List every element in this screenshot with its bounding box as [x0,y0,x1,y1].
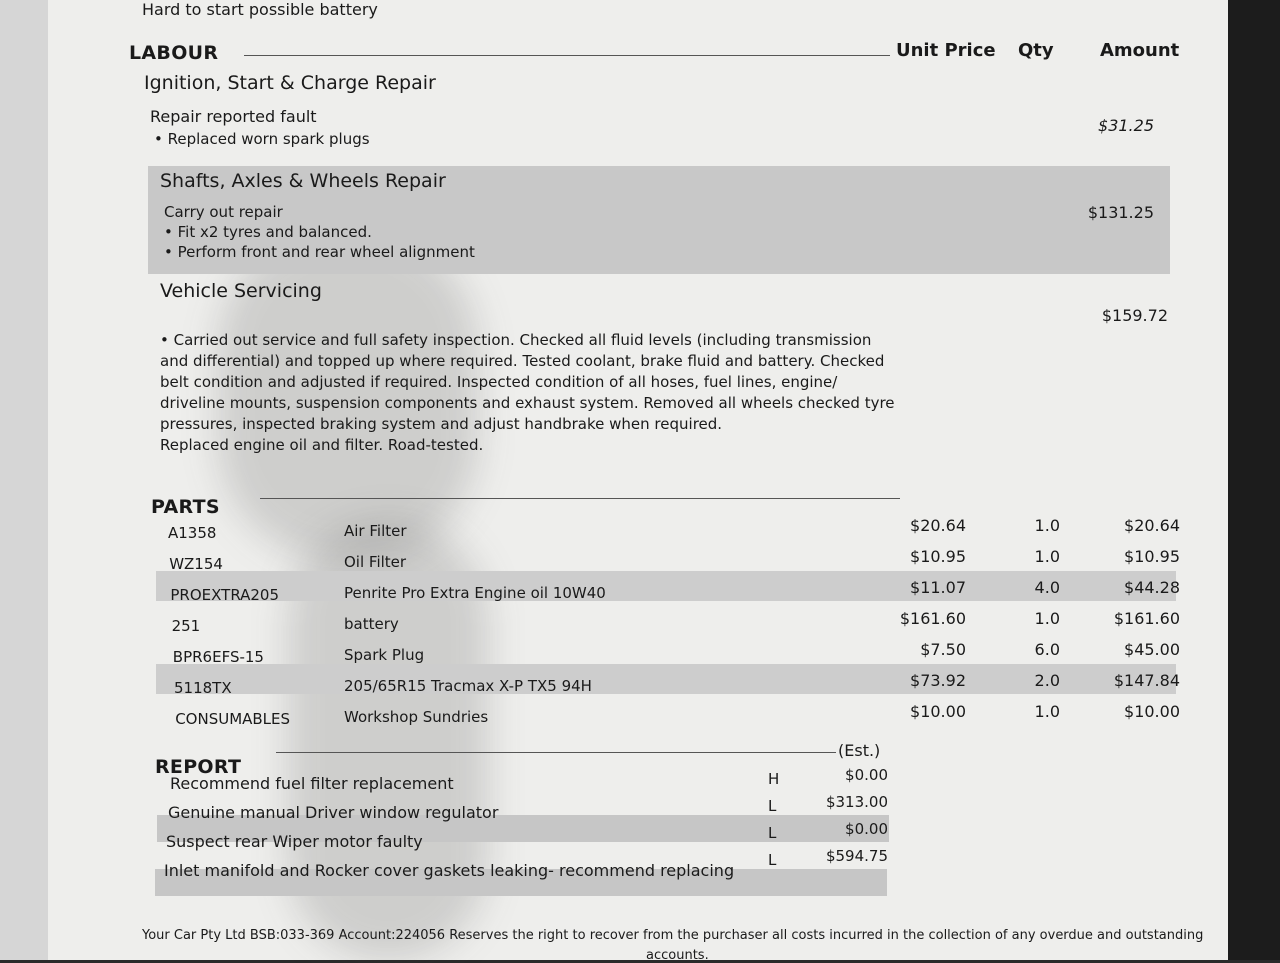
part-description: Air Filter [344,522,407,540]
report-priority: L [768,851,777,869]
report-amount: $0.00 [845,766,888,784]
part-qty: 6.0 [1034,640,1060,659]
col-unit-price: Unit Price [896,40,996,61]
part-unit-price: $20.64 [910,516,966,535]
labour-item-title: Shafts, Axles & Wheels Repair [160,170,446,192]
part-qty: 2.0 [1034,671,1060,690]
part-row-band [156,664,1176,694]
part-amount: $44.28 [1124,578,1180,597]
labour-item-amount: $159.72 [1101,306,1168,325]
part-unit-price: $10.95 [910,547,966,566]
part-qty: 1.0 [1034,547,1060,566]
part-qty: 1.0 [1034,702,1060,721]
part-description: Spark Plug [344,646,425,664]
est-label: (Est.) [838,741,881,760]
report-heading: REPORT [155,756,242,778]
part-code: 5118TX [174,679,232,697]
parts-heading: PARTS [151,496,220,518]
part-code: 251 [171,617,201,635]
part-unit-price: $11.07 [910,578,966,597]
service-description: • Carried out service and full safety inspection. Checked all fluid levels (including transmission and differential) and topped up where required. Tested coolant, brake fluid and battery. Checked belt condition and adjusted if required. Inspected condition of all hoses, fuel lines, engine/ driveline mounts, suspension components and exhaust system. Removed all wheels checked tyre pressures, inspected braking system and adjust handbrake when required. Replaced engine oil and filter. Road-tested. [160,331,895,454]
report-text: Suspect rear Wiper motor faulty [166,832,423,851]
part-code: CONSUMABLES [175,710,291,728]
labour-heading: LABOUR [129,42,219,64]
part-description: battery [344,615,399,633]
part-unit-price: $73.92 [910,671,966,690]
part-code: WZ154 [169,555,223,573]
col-qty: Qty [1018,40,1054,61]
part-code: PROEXTRA205 [170,586,280,604]
footer-line: Your Car Pty Ltd BSB:033-369 Account:224056 Reserves the right to recover from the purchaser all costs incurred in the collection of any overdue and outstanding [142,928,1204,943]
background-left [0,0,48,960]
part-amount: $161.60 [1113,609,1180,628]
report-priority: L [768,824,777,842]
part-qty: 4.0 [1034,578,1060,597]
header-note: Hard to start possible battery [142,0,378,19]
labour-item-line: • Replaced worn spark plugs [154,130,370,148]
report-text: Inlet manifold and Rocker cover gaskets leaking- recommend replacing [164,861,735,880]
background-right [1228,0,1280,960]
part-unit-price: $10.00 [910,702,966,721]
labour-item-line: • Perform front and rear wheel alignment [164,243,475,261]
footer-line: accounts. [646,948,709,963]
part-description: Workshop Sundries [344,708,489,726]
report-priority: L [768,797,777,815]
report-text: Genuine manual Driver window regulator [168,803,499,822]
part-amount: $20.64 [1124,516,1180,535]
report-amount: $313.00 [825,793,888,811]
part-code: BPR6EFS-15 [172,648,264,666]
report-amount: $594.75 [825,847,888,865]
invoice-page [48,0,1228,963]
part-amount: $10.95 [1124,547,1180,566]
part-description: Penrite Pro Extra Engine oil 10W40 [344,584,606,602]
part-description: 205/65R15 Tracmax X-P TX5 94H [344,677,592,695]
part-unit-price: $7.50 [920,640,966,659]
labour-item-amount: $31.25 [1098,116,1154,135]
part-row-band [156,571,1176,601]
labour-item-line: • Fit x2 tyres and balanced. [164,223,372,241]
report-text: Recommend fuel filter replacement [170,774,454,793]
part-qty: 1.0 [1034,609,1060,628]
labour-item-line: Carry out repair [164,203,283,221]
labour-item-title: Ignition, Start & Charge Repair [144,72,436,94]
part-amount: $45.00 [1124,640,1180,659]
part-amount: $147.84 [1113,671,1180,690]
part-description: Oil Filter [344,553,407,571]
labour-item-amount: $131.25 [1087,203,1154,222]
part-code: A1358 [168,524,217,542]
labour-item-title: Vehicle Servicing [160,280,322,302]
col-amount: Amount [1100,40,1180,61]
part-qty: 1.0 [1034,516,1060,535]
labour-item-line: Repair reported fault [150,107,317,126]
report-priority: H [768,770,780,788]
part-unit-price: $161.60 [899,609,966,628]
part-amount: $10.00 [1124,702,1180,721]
report-amount: $0.00 [845,820,888,838]
